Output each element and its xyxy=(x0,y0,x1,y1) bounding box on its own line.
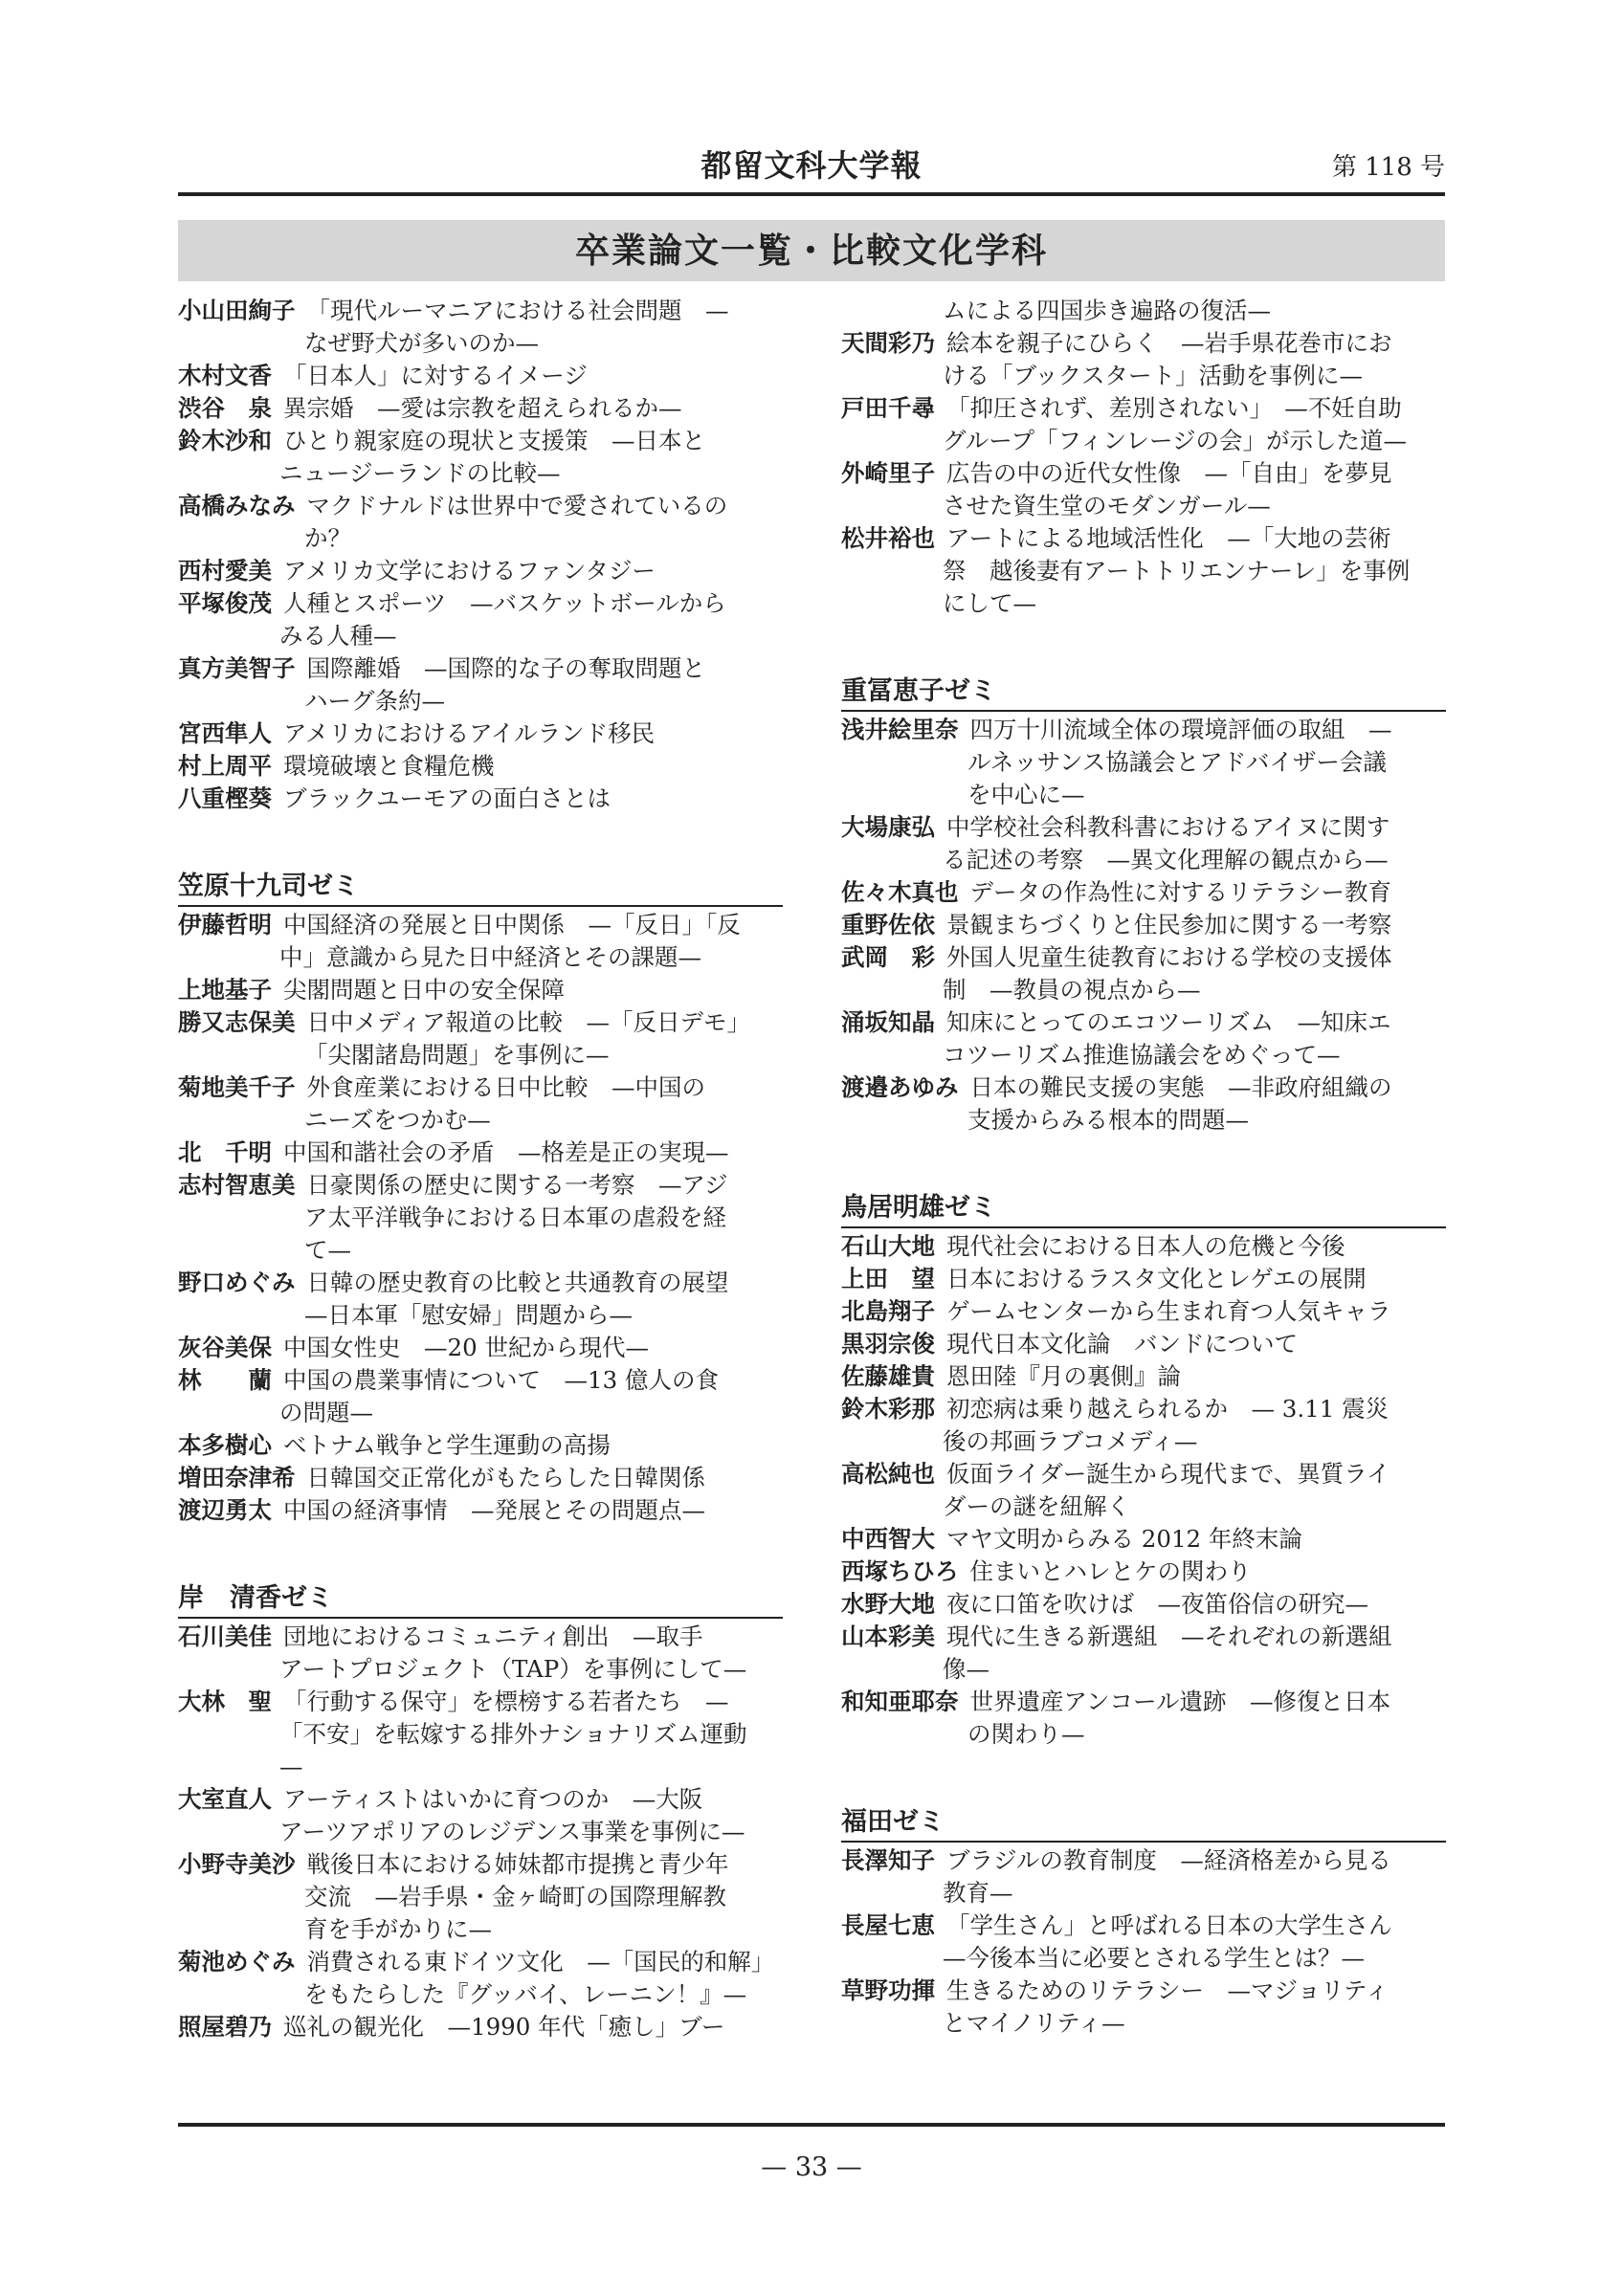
thesis-entry xyxy=(178,1848,783,1946)
thesis-entry xyxy=(178,392,783,425)
entry-first-line xyxy=(841,1621,1446,1653)
author-name: 中西智大 xyxy=(841,1525,935,1553)
thesis-title-line: 巡礼の観光化 —1990 年代「癒し」ブー xyxy=(283,2013,725,2041)
thesis-title-line: 日本の難民支援の実態 —非政府組織の xyxy=(969,1073,1392,1101)
thesis-title-line: — xyxy=(279,1753,303,1780)
thesis-title-line: ニーズをつかむ— xyxy=(304,1106,491,1134)
thesis-entry xyxy=(841,1686,1446,1751)
thesis-title-line: 夜に口笛を吹けば —夜笛俗信の研究— xyxy=(946,1590,1368,1618)
seminar-name: 鳥居明雄ゼミ xyxy=(841,1190,1446,1228)
entry-first-line xyxy=(178,2011,783,2043)
thesis-entry xyxy=(841,1844,1446,1910)
entry-first-line xyxy=(841,1295,1446,1328)
author-name: 水野大地 xyxy=(841,1590,935,1618)
thesis-entry xyxy=(178,360,783,392)
thesis-title-line: の問題— xyxy=(279,1399,373,1426)
thesis-title-line: 絵本を親子にひらく —岩手県花巻市にお xyxy=(946,329,1392,357)
thesis-title-line: 日本におけるラスタ文化とレゲエの展開 xyxy=(946,1265,1367,1292)
entry-first-line xyxy=(841,392,1446,425)
thesis-entry xyxy=(841,1910,1446,1975)
author-name: 小野寺美沙 xyxy=(178,1850,296,1878)
thesis-title-line: アートプロジェクト（TAP）を事例にして— xyxy=(279,1655,747,1683)
entry-first-line xyxy=(178,425,783,457)
thesis-title-line: アートによる地域活性化 —「大地の芸術 xyxy=(946,524,1391,552)
thesis-title-line: 団地におけるコミュニティ創出 —取手 xyxy=(283,1623,703,1650)
thesis-title-line: とマイノリティ— xyxy=(943,2009,1125,2037)
entry-first-line xyxy=(178,295,783,327)
thesis-entry xyxy=(178,1946,783,2011)
thesis-title-line: アーツアポリアのレジデンス事業を事例に— xyxy=(279,1818,745,1845)
author-name: 鈴木彩那 xyxy=(841,1395,935,1423)
entry-first-line xyxy=(178,360,783,392)
thesis-title-line: 恩田陸『月の裏側』論 xyxy=(946,1362,1181,1390)
entry-first-line xyxy=(841,1263,1446,1295)
entry-first-line xyxy=(178,555,783,587)
author-name: 戸田千尋 xyxy=(841,394,935,422)
thesis-title-line: 後の邦画ラブコメディ— xyxy=(943,1427,1198,1455)
thesis-entry xyxy=(178,425,783,490)
thesis-title-line: 「抑圧されず、差別されない」 —不妊自助 xyxy=(946,394,1402,422)
thesis-entry xyxy=(178,490,783,555)
author-name: 高松純也 xyxy=(841,1460,935,1488)
thesis-entry xyxy=(841,1458,1446,1523)
thesis-title-line: 広告の中の近代女性像 —「自由」を夢見 xyxy=(946,459,1392,487)
entry-first-line xyxy=(178,718,783,750)
author-name: 西村愛美 xyxy=(178,557,272,585)
thesis-entry xyxy=(841,1975,1446,2040)
author-name: 勝又志保美 xyxy=(178,1008,296,1036)
author-name: 渋谷 泉 xyxy=(178,394,272,422)
entry-first-line xyxy=(178,490,783,522)
entry-first-line xyxy=(178,1364,783,1397)
thesis-title-line: 中国の農業事情について —13 億人の食 xyxy=(283,1366,719,1394)
thesis-title-line: にして— xyxy=(943,589,1036,617)
author-name: 外崎里子 xyxy=(841,459,935,487)
seminar-heading xyxy=(178,1580,783,1619)
thesis-title-line: 住まいとハレとケの関わり xyxy=(969,1557,1252,1585)
author-name: 増田奈津希 xyxy=(178,1464,296,1491)
thesis-title-line: 尖閣問題と日中の安全保障 xyxy=(283,976,565,1004)
entry-first-line xyxy=(178,1686,783,1718)
author-name: 木村文香 xyxy=(178,362,272,389)
seminar-heading xyxy=(841,1804,1446,1843)
thesis-title-line: 初恋病は乗り越えられるか — 3.11 震災 xyxy=(946,1395,1390,1423)
author-name: 草野功揮 xyxy=(841,1976,935,2004)
thesis-entry xyxy=(841,1556,1446,1588)
thesis-entry xyxy=(178,1364,783,1429)
entry-first-line xyxy=(178,1494,783,1527)
entry-first-line xyxy=(178,1429,783,1462)
entry-first-line xyxy=(841,1393,1446,1425)
thesis-entry xyxy=(841,1621,1446,1686)
author-name: 鈴木沙和 xyxy=(178,427,272,454)
thesis-title-line: か？ xyxy=(304,524,351,552)
thesis-title-line: 景観まちづくりと住民参加に関する一考察 xyxy=(946,911,1392,938)
entry-first-line xyxy=(178,1071,783,1104)
author-name: 高橋みなみ xyxy=(178,492,296,519)
footer-rule xyxy=(178,2123,1445,2127)
author-name: 浅井絵里奈 xyxy=(841,716,959,743)
thesis-title-line: を中心に— xyxy=(967,781,1085,808)
author-name: 灰谷美保 xyxy=(178,1334,272,1361)
author-name: 渡辺勇太 xyxy=(178,1496,272,1524)
thesis-title-line: ける「ブックスタート」活動を事例に— xyxy=(943,362,1364,389)
thesis-title-line: 外国人児童生徒教育における学校の支援体 xyxy=(946,943,1392,971)
thesis-entry xyxy=(178,1783,783,1848)
thesis-entry xyxy=(841,1588,1446,1621)
thesis-entry xyxy=(841,714,1446,811)
entry-first-line xyxy=(841,1844,1446,1877)
entry-first-line xyxy=(841,522,1446,555)
author-name: 北 千明 xyxy=(178,1138,272,1166)
thesis-entry xyxy=(178,1494,783,1527)
author-name: 西塚ちひろ xyxy=(841,1557,959,1585)
thesis-title-line: —日本軍「慰安婦」問題から— xyxy=(304,1301,633,1329)
thesis-entry xyxy=(841,457,1446,522)
thesis-entry xyxy=(841,1328,1446,1360)
author-name: 北島翔子 xyxy=(841,1297,935,1325)
thesis-title-line: 交流 —岩手県・金ヶ崎町の国際理解教 xyxy=(304,1883,726,1910)
author-name: 志村智恵美 xyxy=(178,1171,296,1199)
author-name: 黒羽宗俊 xyxy=(841,1330,935,1358)
thesis-title-line: 「不安」を転嫁する排外ナショナリズム運動 xyxy=(279,1720,747,1748)
thesis-entry xyxy=(841,295,1446,327)
thesis-entry xyxy=(178,1006,783,1071)
entry-first-line xyxy=(178,750,783,783)
entry-first-line xyxy=(178,1783,783,1816)
author-name: 上田 望 xyxy=(841,1265,935,1292)
entry-first-line xyxy=(178,909,783,941)
thesis-title-line: 日豪関係の歴史に関する一考察 —アジ xyxy=(306,1171,728,1199)
thesis-title-line: マヤ文明からみる 2012 年終末論 xyxy=(946,1525,1302,1553)
thesis-title-line: アメリカ文学におけるファンタジー xyxy=(283,557,656,585)
thesis-entry xyxy=(841,1393,1446,1458)
author-name: 菊地美千子 xyxy=(178,1073,296,1101)
thesis-title-line: ハーグ条約— xyxy=(304,687,445,715)
entry-first-line xyxy=(841,714,1446,746)
right-column xyxy=(841,295,1446,2040)
thesis-entry xyxy=(841,1360,1446,1393)
thesis-title-line: ひとり親家庭の現状と支援策 —日本と xyxy=(283,427,705,454)
thesis-entry xyxy=(841,1071,1446,1137)
thesis-entry xyxy=(178,1429,783,1462)
author-name: 林 蘭 xyxy=(178,1366,272,1394)
seminar-name: 福田ゼミ xyxy=(841,1804,1446,1843)
entry-first-line xyxy=(841,457,1446,490)
thesis-title-line: グループ「フィンレージの会」が示した道— xyxy=(943,427,1407,454)
thesis-title-line: コツーリズム推進協議会をめぐって— xyxy=(943,1041,1341,1069)
author-name: 長屋七恵 xyxy=(841,1911,935,1939)
thesis-title-line: 日韓の歴史教育の比較と共通教育の展望 xyxy=(306,1269,729,1296)
thesis-entry xyxy=(841,1523,1446,1556)
thesis-title-line: ムによる四国歩き遍路の復活— xyxy=(943,297,1271,324)
thesis-title-line: 「行動する保守」を標榜する若者たち — xyxy=(283,1688,729,1715)
thesis-title-line: 四万十川流域全体の環境評価の取組 — xyxy=(969,716,1392,743)
thesis-entry xyxy=(841,1295,1446,1328)
thesis-title-line: 「現代ルーマニアにおける社会問題 — xyxy=(306,297,729,324)
thesis-entry xyxy=(178,1267,783,1332)
author-name: 照屋碧乃 xyxy=(178,2013,272,2041)
thesis-entry xyxy=(178,783,783,815)
entry-first-line xyxy=(178,392,783,425)
thesis-title-line: 知床にとってのエコツーリズム —知床エ xyxy=(946,1008,1391,1036)
author-name: 八重樫葵 xyxy=(178,784,272,812)
thesis-title-line: させた資生堂のモダンガール— xyxy=(943,492,1271,519)
thesis-entry xyxy=(178,1332,783,1364)
thesis-entry xyxy=(841,392,1446,457)
entry-first-line xyxy=(178,1169,783,1202)
thesis-title-line: 国際離婚 —国際的な子の奪取問題と xyxy=(306,654,705,682)
thesis-title-line: 中国の経済事情 —発展とその問題点— xyxy=(283,1496,705,1524)
entry-first-line xyxy=(178,1621,783,1653)
thesis-entry xyxy=(178,750,783,783)
thesis-entry xyxy=(841,522,1446,620)
thesis-title-line: 仮面ライダー誕生から現代まで、異質ライ xyxy=(946,1460,1390,1488)
thesis-entry xyxy=(178,1169,783,1267)
author-name: 伊藤哲明 xyxy=(178,911,272,938)
entry-first-line xyxy=(841,1975,1446,2007)
section-banner: 卒業論文一覧・比較文化学科 xyxy=(178,220,1445,281)
thesis-title-line: の関わり— xyxy=(967,1720,1085,1748)
thesis-entry xyxy=(178,295,783,360)
thesis-title-line: 中国和諧社会の矛盾 —格差是正の実現— xyxy=(283,1138,729,1166)
thesis-title-line: 人種とスポーツ —バスケットボールから xyxy=(283,589,726,617)
thesis-title-line: 中学校社会科教科書におけるアイヌに関す xyxy=(946,813,1390,841)
thesis-entry xyxy=(178,1137,783,1169)
entry-first-line xyxy=(841,1360,1446,1393)
thesis-title-line: みる人種— xyxy=(279,622,397,650)
author-name: 真方美智子 xyxy=(178,654,296,682)
entry-first-line xyxy=(841,1458,1446,1490)
left-column xyxy=(178,295,783,2043)
thesis-title-line: 「日本人」に対するイメージ xyxy=(283,362,588,389)
thesis-entry xyxy=(178,909,783,974)
thesis-title-line: ゲームセンターから生まれ育つ人気キャラ xyxy=(946,1297,1391,1325)
entry-first-line xyxy=(841,1328,1446,1360)
thesis-title-line: 中国経済の発展と日中関係 —「反日」「反 xyxy=(283,911,741,938)
entry-first-line xyxy=(178,1006,783,1039)
thesis-entry xyxy=(841,1006,1446,1071)
entry-first-line xyxy=(178,783,783,815)
thesis-title-line: データの作為性に対するリテラシー教育 xyxy=(969,878,1392,906)
author-name: 重野佐依 xyxy=(841,911,935,938)
author-name: 本多樹心 xyxy=(178,1431,272,1459)
thesis-title-line: 「尖閣諸島問題」を事例に— xyxy=(304,1041,610,1069)
entry-first-line xyxy=(841,1523,1446,1556)
author-name: 天間彩乃 xyxy=(841,329,935,357)
thesis-title-line: 世界遺産アンコール遺跡 —修復と日本 xyxy=(969,1688,1391,1715)
entry-first-line xyxy=(178,1946,783,1978)
thesis-entry xyxy=(178,1686,783,1783)
author-name: 長澤知子 xyxy=(841,1846,935,1874)
author-name: 山本彩美 xyxy=(841,1623,935,1650)
thesis-title-line: 中」意識から見た日中経済とその課題— xyxy=(279,943,701,971)
thesis-entry xyxy=(178,587,783,652)
thesis-entry xyxy=(178,718,783,750)
thesis-entry xyxy=(841,941,1446,1006)
thesis-title-line: 生きるためのリテラシー —マジョリティ xyxy=(946,1976,1390,2004)
thesis-title-line: る記述の考察 —異文化理解の観点から— xyxy=(943,846,1389,873)
author-name: 涌坂知晶 xyxy=(841,1008,935,1036)
thesis-title-line: アメリカにおけるアイルランド移民 xyxy=(283,719,656,747)
author-name: 上地基子 xyxy=(178,976,272,1004)
thesis-title-line: 環境破壊と食糧危機 xyxy=(283,752,495,780)
seminar-name: 笠原十九司ゼミ xyxy=(178,869,783,907)
thesis-title-line: アーティストはいかに育つのか —大阪 xyxy=(283,1785,703,1813)
thesis-title-line: 現代社会における日本人の危機と今後 xyxy=(946,1232,1345,1260)
author-name: 菊池めぐみ xyxy=(178,1948,296,1976)
entry-first-line xyxy=(841,1556,1446,1588)
thesis-title-line: ルネッサンス協議会とアドバイザー会議 xyxy=(967,748,1387,776)
thesis-title-line: ブラックユーモアの面白さとは xyxy=(283,784,611,812)
journal-title: 都留文科大学報 xyxy=(700,147,923,184)
thesis-title-line: 現代日本文化論 バンドについて xyxy=(946,1330,1299,1358)
thesis-entry xyxy=(178,2011,783,2043)
author-name: 渡邉あゆみ xyxy=(841,1073,959,1101)
author-name: 松井裕也 xyxy=(841,524,935,552)
thesis-title-line: マクドナルドは世界中で愛されているの xyxy=(306,492,728,519)
seminar-heading xyxy=(178,869,783,907)
thesis-title-line: 支援からみる根本的問題— xyxy=(967,1106,1249,1134)
entry-first-line xyxy=(841,327,1446,360)
thesis-entry xyxy=(841,1263,1446,1295)
entry-first-line xyxy=(841,876,1446,909)
thesis-entry xyxy=(178,1462,783,1494)
thesis-title-line: 祭 越後妻有アートトリエンナーレ」を事例 xyxy=(943,557,1411,585)
thesis-title-line: 「学生さん」と呼ばれる日本の大学生さん xyxy=(946,1911,1392,1939)
author-name: 大林 聖 xyxy=(178,1688,272,1715)
thesis-title-line: 像— xyxy=(943,1655,989,1683)
author-name: 平塚俊茂 xyxy=(178,589,272,617)
author-name: 大室直人 xyxy=(178,1785,272,1813)
author-name: 石川美佳 xyxy=(178,1623,272,1650)
page-header xyxy=(178,142,1445,189)
entry-first-line xyxy=(178,652,783,685)
thesis-title-line: て— xyxy=(304,1236,351,1264)
thesis-title-line: なぜ野犬が多いのか— xyxy=(304,329,539,357)
thesis-title-line: 制 —教員の視点から— xyxy=(943,976,1201,1004)
thesis-title-line: ダーの謎を紐解く xyxy=(943,1492,1130,1520)
thesis-title-line: 外食産業における日中比較 —中国の xyxy=(306,1073,705,1101)
author-name: 佐々木真也 xyxy=(841,878,959,906)
thesis-title-line: —今後本当に必要とされる学生とは？— xyxy=(943,1944,1365,1972)
author-name: 野口めぐみ xyxy=(178,1269,296,1296)
thesis-title-line: 現代に生きる新選組 —それぞれの新選組 xyxy=(946,1623,1392,1650)
author-name: 武岡 彩 xyxy=(841,943,935,971)
entry-first-line xyxy=(841,811,1446,844)
entry-first-line xyxy=(841,1230,1446,1263)
entry-first-line xyxy=(841,1588,1446,1621)
author-name: 石山大地 xyxy=(841,1232,935,1260)
thesis-entry xyxy=(178,974,783,1006)
thesis-entry xyxy=(841,1230,1446,1263)
thesis-entry xyxy=(841,909,1446,941)
thesis-title-line: 戦後日本における姉妹都市提携と青少年 xyxy=(306,1850,729,1878)
thesis-entry xyxy=(178,652,783,718)
thesis-title-line: 教育— xyxy=(943,1879,1013,1907)
author-name: 村上周平 xyxy=(178,752,272,780)
thesis-entry xyxy=(841,876,1446,909)
thesis-title-line: 日中メディア報道の比較 —「反日デモ」 xyxy=(306,1008,751,1036)
entry-first-line xyxy=(178,587,783,620)
thesis-title-line: ア太平洋戦争における日本軍の虐殺を経 xyxy=(304,1203,726,1231)
entry-first-line xyxy=(841,909,1446,941)
entry-first-line xyxy=(841,941,1446,974)
entry-first-line xyxy=(178,1332,783,1364)
page-number: — 33 — xyxy=(761,2152,862,2182)
thesis-title-line: 中国女性史 —20 世紀から現代— xyxy=(283,1334,649,1361)
author-name: 和知亜耶奈 xyxy=(841,1688,959,1715)
entry-first-line xyxy=(178,1267,783,1299)
entry-first-line xyxy=(841,1071,1446,1104)
entry-first-line xyxy=(841,1686,1446,1718)
seminar-heading xyxy=(841,1190,1446,1228)
author-name: 大場康弘 xyxy=(841,813,935,841)
author-name: 宮西隼人 xyxy=(178,719,272,747)
entry-first-line xyxy=(178,1462,783,1494)
entry-first-line xyxy=(841,1910,1446,1942)
author-name: 小山田絢子 xyxy=(178,297,296,324)
entry-first-line xyxy=(178,1848,783,1881)
author-name: 佐藤雄貴 xyxy=(841,1362,935,1390)
seminar-name: 重冨恵子ゼミ xyxy=(841,673,1446,712)
thesis-title-line: ブラジルの教育制度 —経済格差から見る xyxy=(946,1846,1391,1874)
issue-number: 第 118 号 xyxy=(1331,153,1445,182)
entry-first-line xyxy=(178,1137,783,1169)
seminar-name: 岸 清香ゼミ xyxy=(178,1580,783,1619)
thesis-title-line: ニュージーランドの比較— xyxy=(279,459,561,487)
entry-first-line xyxy=(178,974,783,1006)
thesis-entry xyxy=(178,1621,783,1686)
thesis-title-line: 異宗婚 —愛は宗教を超えられるか— xyxy=(283,394,682,422)
thesis-entry xyxy=(178,1071,783,1137)
thesis-title-line: 育を手がかりに— xyxy=(304,1915,492,1943)
thesis-entry xyxy=(841,327,1446,392)
thesis-entry xyxy=(178,555,783,587)
thesis-title-line: 日韓国交正常化がもたらした日韓関係 xyxy=(306,1464,705,1491)
thesis-title-line: 消費される東ドイツ文化 —「国民的和解」 xyxy=(306,1948,775,1976)
thesis-title-line: ベトナム戦争と学生運動の高揚 xyxy=(283,1431,611,1459)
thesis-entry xyxy=(841,811,1446,876)
seminar-heading xyxy=(841,673,1446,712)
thesis-title-line: をもたらした『グッバイ、レーニン！』— xyxy=(304,1980,747,2008)
header-rule xyxy=(178,192,1445,196)
entry-first-line xyxy=(841,1006,1446,1039)
